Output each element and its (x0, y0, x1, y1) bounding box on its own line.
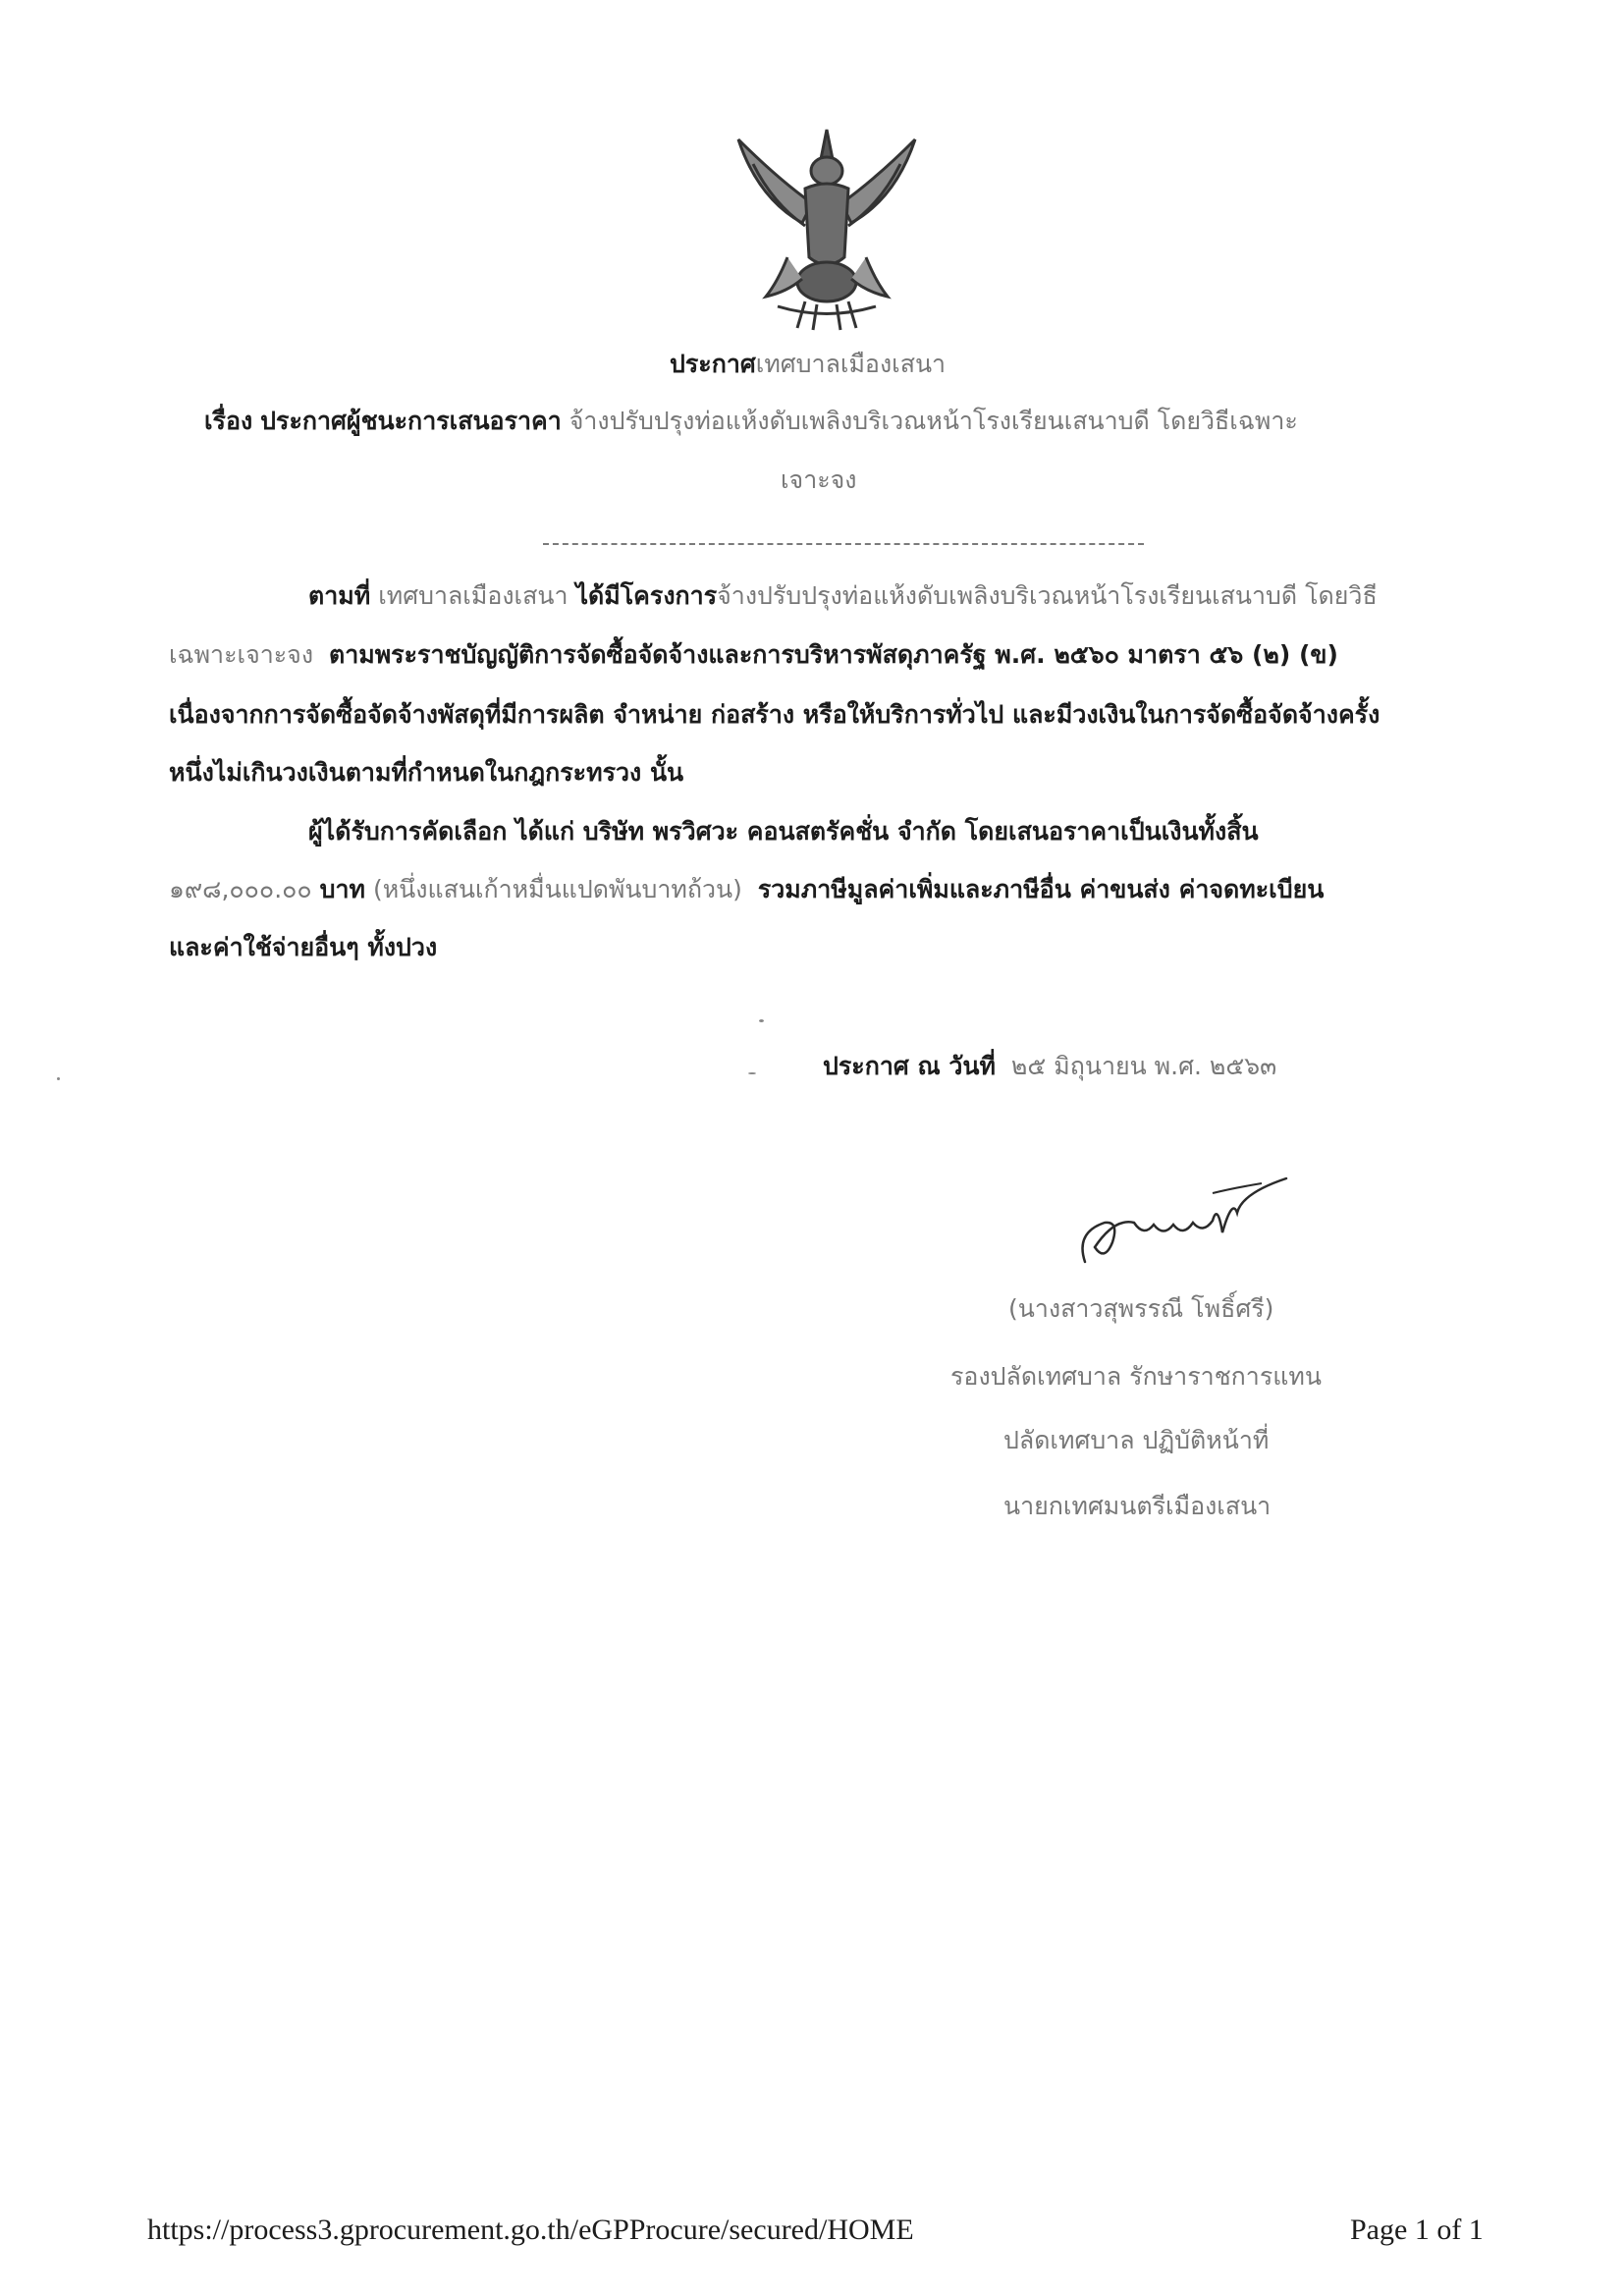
announcement-date (823, 1052, 1276, 1081)
header-divider (543, 543, 1144, 545)
paragraph-1-line-3: เนื่องจากการจัดซื้อจัดจ้างพัสดุที่มีการผลิต จำหน่าย ก่อสร้าง หรือให้บริการทั่วไป และมีวงเงินในการจัดซื้อจัดจ้างครั้ง (169, 700, 1380, 729)
bid-amount: ๑๙๘,๐๐๐.๐๐ (169, 875, 312, 903)
footer-url: https://process3.gprocurement.go.th/eGPProcure/secured/HOME (147, 2214, 914, 2246)
signatory-title-1: รองปลัดเทศบาล รักษาราชการแทน (950, 1362, 1322, 1391)
subject-label: เรื่อง (204, 407, 253, 435)
subject-title: ประกาศผู้ชนะการเสนอราคา (260, 407, 562, 435)
bid-inclusions: รวมภาษีมูลค่าเพิ่มและภาษีอื่น ค่าขนส่ง ค่าจดทะเบียน (757, 875, 1325, 903)
issuer-name: เทศบาลเมืองเสนา (755, 350, 947, 378)
p1-project: จ้างปรับปรุงท่อแห้งดับเพลิงบริเวณหน้าโรงเรียนเสนาบดี โดยวิธี (717, 581, 1378, 610)
subject-detail: จ้างปรับปรุงท่อแห้งดับเพลิงบริเวณหน้าโรงเรียนเสนาบดี โดยวิธีเฉพาะ (568, 407, 1298, 435)
p1-law: ตามพระราชบัญญัติการจัดซื้อจัดจ้างและการบริหารพัสดุภาครัฐ พ.ศ. ๒๕๖๐ มาตรา ๕๖ (๒) (ข) (328, 640, 1338, 669)
signatory-name: (นางสาวสุพรรณี โพธิ์ศรี) (1008, 1294, 1274, 1323)
p1-org: เทศบาลเมืองเสนา (378, 581, 568, 610)
issuer-heading (670, 350, 946, 379)
announce-date: ๒๕ มิถุนายน พ.ศ. ๒๕๖๓ (1010, 1052, 1277, 1080)
paragraph-1-line-1 (308, 581, 1378, 611)
signatory-title-2: ปลัดเทศบาล ปฏิบัติหน้าที่ (1003, 1426, 1270, 1454)
scan-speck (748, 1072, 756, 1074)
p1-lead: ตามที่ (308, 581, 371, 610)
signatory-title-3: นายกเทศมนตรีเมืองเสนา (1003, 1492, 1272, 1520)
p1-project-continued: เฉพาะเจาะจง (169, 640, 314, 669)
bid-amount-words: (หนึ่งแสนเก้าหมื่นแปดพันบาทถ้วน) (372, 875, 742, 903)
footer-page-number: Page 1 of 1 (1350, 2214, 1484, 2246)
scan-speck (57, 1077, 60, 1080)
paragraph-2-line-1: ผู้ได้รับการคัดเลือก ได้แก่ บริษัท พรวิศวะ คอนสตรัคชั่น จำกัด โดยเสนอราคาเป็นเงินทั้งสิ้น (308, 817, 1259, 846)
paragraph-1-line-2 (169, 640, 1338, 670)
subject-line (204, 407, 1298, 436)
announce-label: ประกาศ ณ วันที่ (823, 1052, 996, 1080)
subject-detail-continued: เจาะจง (781, 465, 857, 494)
paragraph-2-line-3: และค่าใช้จ่ายอื่นๆ ทั้งปวง (169, 933, 438, 961)
paragraph-1-line-4: หนึ่งไม่เกินวงเงินตามที่กำหนดในกฎกระทรวง นั้น (169, 758, 684, 787)
garuda-emblem-icon (719, 110, 935, 334)
scan-speck (759, 1019, 764, 1022)
p1-has-project: ได้มีโครงการ (575, 581, 718, 610)
issuer-prefix: ประกาศ (670, 350, 756, 378)
handwritten-signature (1065, 1164, 1301, 1282)
paragraph-2-line-2 (169, 875, 1324, 904)
bid-currency: บาท (319, 875, 365, 903)
